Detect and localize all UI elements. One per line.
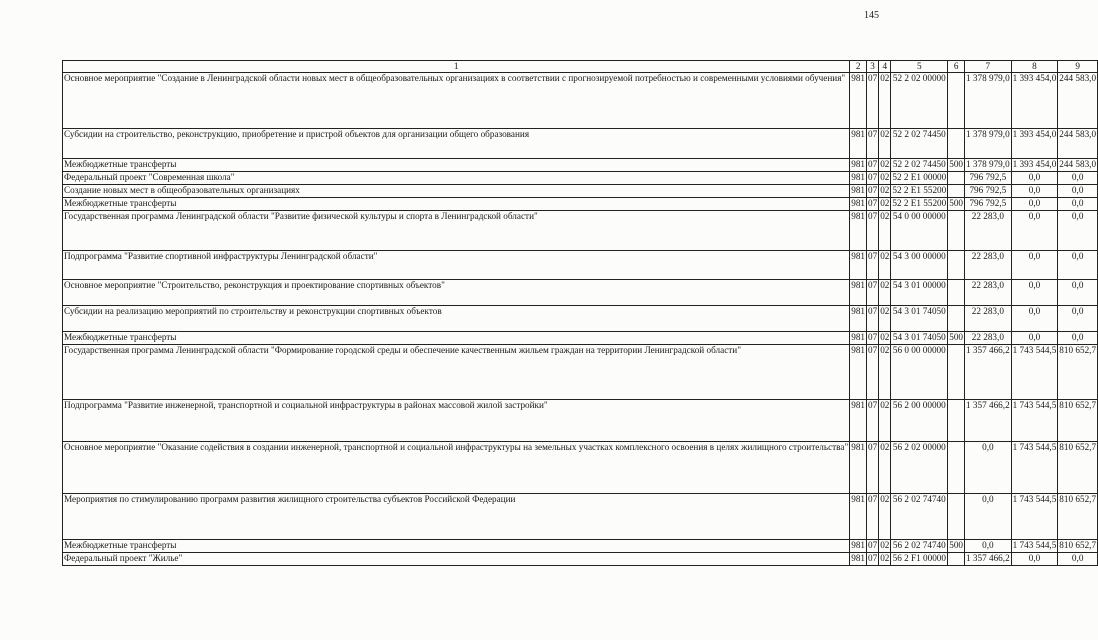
- cell-expense-type: [948, 494, 965, 540]
- cell-subsection: 02: [879, 442, 891, 494]
- cell-amount-7: 0,0: [965, 494, 1012, 540]
- cell-target-code: 54 0 00 00000: [891, 211, 948, 251]
- table-row: [63, 280, 1098, 306]
- cell-admin-code: 981: [850, 185, 867, 198]
- cell-target-code: 52 2 E1 55200: [891, 198, 948, 211]
- cell-amount-8: 1 393 454,0: [1011, 129, 1058, 159]
- cell-subsection: 02: [879, 159, 891, 172]
- cell-section: 07: [867, 129, 879, 159]
- table-row: [63, 73, 1098, 129]
- cell-amount-8: 0,0: [1011, 198, 1058, 211]
- cell-amount-8: 1 393 454,0: [1011, 159, 1058, 172]
- cell-expense-type: [948, 345, 965, 400]
- cell-section: 07: [867, 400, 879, 442]
- cell-amount-9: 0,0: [1058, 198, 1098, 211]
- cell-expense-type: [948, 400, 965, 442]
- cell-section: 07: [867, 332, 879, 345]
- cell-amount-8: 0,0: [1011, 306, 1058, 332]
- cell-section: 07: [867, 159, 879, 172]
- cell-amount-9: 0,0: [1058, 306, 1098, 332]
- cell-admin-code: 981: [850, 540, 867, 553]
- cell-amount-9: 810 652,7: [1058, 400, 1098, 442]
- row-name: Основное мероприятие "Строительство, реконструкция и проектирование спортивных объектов": [63, 280, 850, 306]
- column-header: 3: [867, 61, 879, 73]
- column-header: 1: [63, 61, 850, 73]
- cell-amount-7: 0,0: [965, 442, 1012, 494]
- cell-target-code: 52 2 E1 00000: [891, 172, 948, 185]
- cell-amount-9: 0,0: [1058, 185, 1098, 198]
- cell-section: 07: [867, 211, 879, 251]
- page-number: 145: [864, 10, 879, 21]
- cell-expense-type: 500: [948, 159, 965, 172]
- cell-amount-8: 0,0: [1011, 553, 1058, 566]
- cell-admin-code: 981: [850, 73, 867, 129]
- cell-target-code: 56 2 02 74740: [891, 540, 948, 553]
- row-name: Подпрограмма "Развитие инженерной, транспортной и социальной инфраструктуры в районах массовой жилой застройки": [63, 400, 850, 442]
- cell-amount-8: 1 743 544,5: [1011, 494, 1058, 540]
- cell-subsection: 02: [879, 494, 891, 540]
- cell-amount-7: 0,0: [965, 540, 1012, 553]
- cell-amount-8: 1 743 544,5: [1011, 540, 1058, 553]
- cell-target-code: 56 2 02 74740: [891, 494, 948, 540]
- header-row: [63, 61, 1098, 73]
- table-row: [63, 553, 1098, 566]
- cell-subsection: 02: [879, 73, 891, 129]
- row-name: Межбюджетные трансферты: [63, 332, 850, 345]
- cell-expense-type: [948, 251, 965, 280]
- cell-admin-code: 981: [850, 494, 867, 540]
- cell-subsection: 02: [879, 172, 891, 185]
- row-name: Межбюджетные трансферты: [63, 159, 850, 172]
- cell-subsection: 02: [879, 345, 891, 400]
- table-row: [63, 540, 1098, 553]
- cell-section: 07: [867, 540, 879, 553]
- cell-target-code: 52 2 02 00000: [891, 73, 948, 129]
- cell-amount-7: 1 357 466,2: [965, 345, 1012, 400]
- cell-amount-9: 0,0: [1058, 211, 1098, 251]
- column-header: 5: [891, 61, 948, 73]
- cell-section: 07: [867, 73, 879, 129]
- cell-subsection: 02: [879, 251, 891, 280]
- cell-expense-type: [948, 211, 965, 251]
- cell-admin-code: 981: [850, 251, 867, 280]
- cell-admin-code: 981: [850, 332, 867, 345]
- cell-subsection: 02: [879, 185, 891, 198]
- cell-amount-9: 810 652,7: [1058, 442, 1098, 494]
- cell-section: 07: [867, 306, 879, 332]
- cell-amount-7: 22 283,0: [965, 211, 1012, 251]
- cell-amount-7: 796 792,5: [965, 172, 1012, 185]
- cell-admin-code: 981: [850, 280, 867, 306]
- cell-amount-9: 244 583,0: [1058, 159, 1098, 172]
- row-name: Основное мероприятие "Создание в Ленинградской области новых мест в общеобразовательных организациях в соответствии с прогнозируемой потребностью и современными условиями обучения": [63, 73, 850, 129]
- table-row: [63, 494, 1098, 540]
- cell-target-code: 54 3 01 00000: [891, 280, 948, 306]
- cell-subsection: 02: [879, 280, 891, 306]
- cell-target-code: 52 2 02 74450: [891, 129, 948, 159]
- cell-expense-type: [948, 172, 965, 185]
- cell-target-code: 54 3 01 74050: [891, 306, 948, 332]
- row-name: Федеральный проект "Жилье": [63, 553, 850, 566]
- column-header: 8: [1011, 61, 1058, 73]
- cell-expense-type: 500: [948, 540, 965, 553]
- table-row: [63, 185, 1098, 198]
- cell-expense-type: 500: [948, 198, 965, 211]
- row-name: Государственная программа Ленинградской области "Формирование городской среды и обеспечение качественным жильем граждан на территории Ленинградской области": [63, 345, 850, 400]
- cell-amount-7: 1 357 466,2: [965, 553, 1012, 566]
- cell-target-code: 56 2 02 00000: [891, 442, 948, 494]
- cell-section: 07: [867, 251, 879, 280]
- cell-expense-type: [948, 306, 965, 332]
- cell-expense-type: [948, 553, 965, 566]
- table-row: [63, 306, 1098, 332]
- table-row: [63, 129, 1098, 159]
- cell-amount-7: 1 378 979,0: [965, 159, 1012, 172]
- cell-admin-code: 981: [850, 553, 867, 566]
- cell-section: 07: [867, 442, 879, 494]
- cell-subsection: 02: [879, 553, 891, 566]
- cell-amount-9: 0,0: [1058, 332, 1098, 345]
- cell-amount-8: 1 743 544,5: [1011, 442, 1058, 494]
- cell-subsection: 02: [879, 400, 891, 442]
- cell-target-code: 56 2 F1 00000: [891, 553, 948, 566]
- cell-section: 07: [867, 345, 879, 400]
- cell-admin-code: 981: [850, 198, 867, 211]
- cell-amount-9: 810 652,7: [1058, 494, 1098, 540]
- table-row: [63, 211, 1098, 251]
- cell-amount-8: 0,0: [1011, 332, 1058, 345]
- row-name: Субсидии на строительство, реконструкцию, приобретение и пристрой объектов для организации общего образования: [63, 129, 850, 159]
- cell-subsection: 02: [879, 306, 891, 332]
- table-row: [63, 251, 1098, 280]
- row-name: Межбюджетные трансферты: [63, 540, 850, 553]
- cell-amount-7: 1 357 466,2: [965, 400, 1012, 442]
- row-name: Создание новых мест в общеобразовательных организациях: [63, 185, 850, 198]
- cell-amount-7: 1 378 979,0: [965, 73, 1012, 129]
- cell-amount-7: 22 283,0: [965, 280, 1012, 306]
- cell-amount-8: 1 393 454,0: [1011, 73, 1058, 129]
- cell-amount-7: 796 792,5: [965, 185, 1012, 198]
- cell-expense-type: [948, 442, 965, 494]
- cell-subsection: 02: [879, 198, 891, 211]
- cell-amount-7: 796 792,5: [965, 198, 1012, 211]
- cell-expense-type: [948, 185, 965, 198]
- cell-amount-9: 0,0: [1058, 553, 1098, 566]
- cell-expense-type: [948, 129, 965, 159]
- cell-amount-8: 0,0: [1011, 251, 1058, 280]
- row-name: Государственная программа Ленинградской области "Развитие физической культуры и спорта в Ленинградской области": [63, 211, 850, 251]
- cell-target-code: 52 2 02 74450: [891, 159, 948, 172]
- table-row: [63, 159, 1098, 172]
- cell-admin-code: 981: [850, 442, 867, 494]
- cell-expense-type: [948, 73, 965, 129]
- cell-admin-code: 981: [850, 172, 867, 185]
- cell-amount-8: 0,0: [1011, 280, 1058, 306]
- cell-amount-7: 1 378 979,0: [965, 129, 1012, 159]
- cell-subsection: 02: [879, 129, 891, 159]
- cell-section: 07: [867, 198, 879, 211]
- cell-amount-9: 810 652,7: [1058, 345, 1098, 400]
- cell-amount-8: 0,0: [1011, 172, 1058, 185]
- table-row: [63, 332, 1098, 345]
- cell-amount-8: 1 743 544,5: [1011, 400, 1058, 442]
- cell-admin-code: 981: [850, 129, 867, 159]
- cell-amount-9: 810 652,7: [1058, 540, 1098, 553]
- row-name: Основное мероприятие "Оказание содействия в создании инженерной, транспортной и социальной инфраструктуры на земельных участках комплексного освоения в целях жилищного строительства": [63, 442, 850, 494]
- cell-admin-code: 981: [850, 159, 867, 172]
- cell-section: 07: [867, 185, 879, 198]
- cell-admin-code: 981: [850, 400, 867, 442]
- cell-target-code: 56 0 00 00000: [891, 345, 948, 400]
- cell-amount-9: 0,0: [1058, 251, 1098, 280]
- cell-amount-8: 1 743 544,5: [1011, 345, 1058, 400]
- column-header: 6: [948, 61, 965, 73]
- cell-subsection: 02: [879, 332, 891, 345]
- row-name: Межбюджетные трансферты: [63, 198, 850, 211]
- row-name: Субсидии на реализацию мероприятий по строительству и реконструкции спортивных объектов: [63, 306, 850, 332]
- column-header: 7: [965, 61, 1012, 73]
- cell-target-code: 54 3 01 74050: [891, 332, 948, 345]
- column-header: 9: [1058, 61, 1098, 73]
- cell-amount-9: 0,0: [1058, 172, 1098, 185]
- cell-expense-type: 500: [948, 332, 965, 345]
- cell-amount-8: 0,0: [1011, 185, 1058, 198]
- cell-section: 07: [867, 553, 879, 566]
- cell-subsection: 02: [879, 540, 891, 553]
- cell-target-code: 56 2 00 00000: [891, 400, 948, 442]
- row-name: Подпрограмма "Развитие спортивной инфраструктуры Ленинградской области": [63, 251, 850, 280]
- table-row: [63, 172, 1098, 185]
- cell-expense-type: [948, 280, 965, 306]
- cell-amount-7: 22 283,0: [965, 306, 1012, 332]
- cell-section: 07: [867, 172, 879, 185]
- table-row: [63, 198, 1098, 211]
- cell-amount-8: 0,0: [1011, 211, 1058, 251]
- cell-target-code: 54 3 00 00000: [891, 251, 948, 280]
- row-name: Федеральный проект "Современная школа": [63, 172, 850, 185]
- cell-section: 07: [867, 494, 879, 540]
- cell-amount-7: 22 283,0: [965, 332, 1012, 345]
- cell-admin-code: 981: [850, 211, 867, 251]
- column-header: 4: [879, 61, 891, 73]
- row-name: Мероприятия по стимулированию программ развития жилищного строительства субъектов Российской Федерации: [63, 494, 850, 540]
- budget-table: [62, 60, 1098, 566]
- cell-amount-9: 0,0: [1058, 280, 1098, 306]
- cell-amount-7: 22 283,0: [965, 251, 1012, 280]
- cell-subsection: 02: [879, 211, 891, 251]
- cell-target-code: 52 2 E1 55200: [891, 185, 948, 198]
- column-header: 2: [850, 61, 867, 73]
- cell-amount-9: 244 583,0: [1058, 129, 1098, 159]
- table-row: [63, 442, 1098, 494]
- cell-admin-code: 981: [850, 306, 867, 332]
- cell-amount-9: 244 583,0: [1058, 73, 1098, 129]
- cell-admin-code: 981: [850, 345, 867, 400]
- cell-section: 07: [867, 280, 879, 306]
- table-row: [63, 345, 1098, 400]
- table-row: [63, 400, 1098, 442]
